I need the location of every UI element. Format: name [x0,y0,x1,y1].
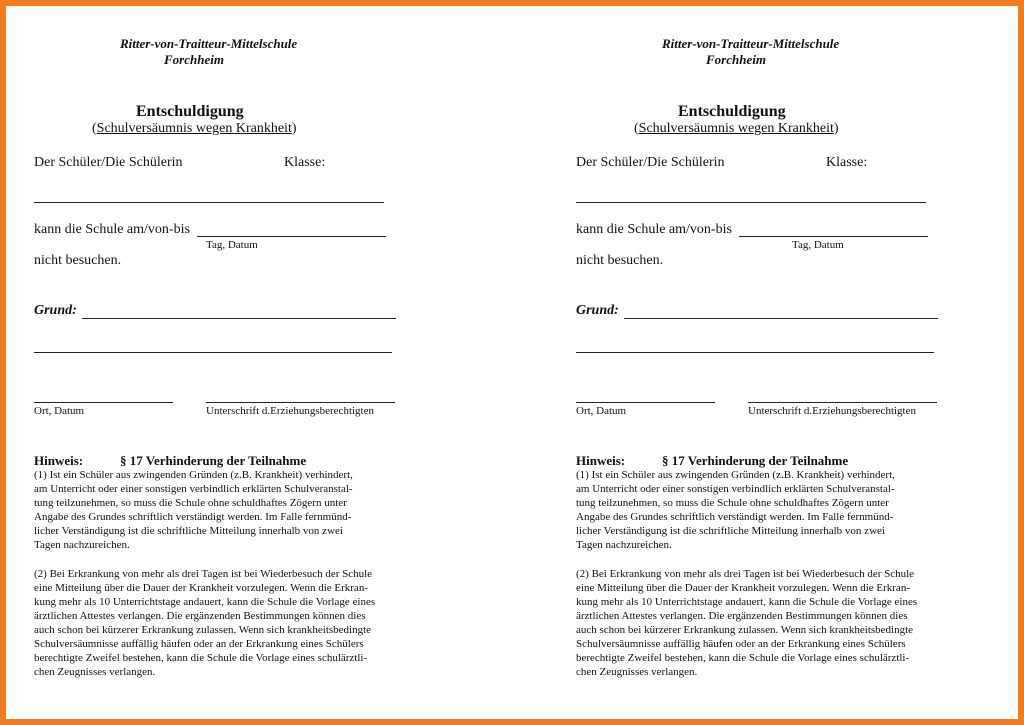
subtitle-text: Schulversäumnis wegen Krankheit [96,121,292,136]
reason-line-2[interactable] [34,352,392,353]
date-hint: Tag, Datum [792,239,844,251]
place-date-label: Ort, Datum [34,405,85,417]
date-hint: Tag, Datum [206,239,258,251]
signature-line[interactable] [206,402,395,403]
signature-label: Unterschrift d.Erziehungsberechtigten [748,405,916,417]
subtitle-text: Schulversäumnis wegen Krankheit [638,121,834,136]
subtitle-open: ( [92,121,97,136]
student-name-line[interactable] [576,202,926,203]
school-name: Ritter-von-Traitteur-Mittelschule [120,36,298,51]
signature-label: Unterschrift d.Erziehungsberechtigten [206,405,374,417]
hint-paragraph-2: (2) Bei Erkrankung von mehr als drei Tagen ist bei Wiederbesuch der Schule eine Mitteilung über die Dauer der Krankheit vorzulegen. Wenn die Erkran- kung mehr als 10 Unterrichtstage andauert, kann die Schule die Vorlage eines ärztlichen Attestes verlangen. Die ergänzenden Bestimmungen können dies auch schon bei kürzerer Erkrankung zulassen. Wenn sich krankheitsbedingte Schulversäumnisse auffällig häufen oder an der Erkrankung eines Schülers berechtigte Zweifel bestehen, kann die Schule die Vorlage eines schulärztli- chen Zeugnisses verlangen. [34,568,376,678]
hint-section: § 17 Verhinderung der Teilnahme [662,453,849,468]
excuse-form-left [34,0,474,725]
subtitle-open: ( [634,121,639,136]
date-line[interactable] [739,236,928,237]
reason-line-1[interactable] [624,318,938,319]
subtitle-close: ) [833,121,839,136]
reason-line-1[interactable] [82,318,396,319]
reason-label: Grund: [34,303,77,318]
form-subtitle [634,121,839,137]
hint-label: Hinweis: [34,453,84,468]
absent-label: kann die Schule am/von-bis [34,222,190,237]
not-attend-text: nicht besuchen. [34,253,122,268]
form-subtitle [92,121,297,137]
reason-line-2[interactable] [576,352,934,353]
absent-label: kann die Schule am/von-bis [576,222,732,237]
form-title: Entschuldigung [678,103,786,120]
hint-paragraph-1: (1) Ist ein Schüler aus zwingenden Gründen (z.B. Krankheit) verhindert, am Unterricht oder einer sonstigen verbindlich erklärten Schulveranstal- tung teilzunehmen, so muss die Schule ohne schuldhaftes Zögern unter Angabe des Grundes schriftlich verständigt werden. Im Falle fernmünd- licher Verständigung ist die schriftliche Mitteilung innerhalb von zwei Tagen nachzureichen. [34,469,353,551]
hint-section: § 17 Verhinderung der Teilnahme [120,453,307,468]
excuse-form-right [576,0,1016,725]
date-line[interactable] [197,236,386,237]
place-date-label: Ort, Datum [576,405,627,417]
school-city: Forchheim [706,52,766,67]
hint-label: Hinweis: [576,453,626,468]
not-attend-text: nicht besuchen. [576,253,664,268]
class-label: Klasse: [826,155,868,170]
subtitle-close: ) [291,121,297,136]
student-name-line[interactable] [34,202,384,203]
school-name: Ritter-von-Traitteur-Mittelschule [662,36,840,51]
signature-line[interactable] [748,402,937,403]
form-title: Entschuldigung [136,103,244,120]
school-city: Forchheim [164,52,224,67]
reason-label: Grund: [576,303,619,318]
place-date-line[interactable] [576,402,715,403]
student-label: Der Schüler/Die Schülerin [576,155,725,170]
class-label: Klasse: [284,155,326,170]
hint-paragraph-1: (1) Ist ein Schüler aus zwingenden Gründen (z.B. Krankheit) verhindert, am Unterricht oder einer sonstigen verbindlich erklärten Schulveranstal- tung teilzunehmen, so muss die Schule ohne schuldhaftes Zögern unter Angabe des Grundes schriftlich verständigt werden. Im Falle fernmünd- licher Verständigung ist die schriftliche Mitteilung innerhalb von zwei Tagen nachzureichen. [576,469,895,551]
place-date-line[interactable] [34,402,173,403]
student-label: Der Schüler/Die Schülerin [34,155,183,170]
hint-paragraph-2: (2) Bei Erkrankung von mehr als drei Tagen ist bei Wiederbesuch der Schule eine Mitteilung über die Dauer der Krankheit vorzulegen. Wenn die Erkran- kung mehr als 10 Unterrichtstage andauert, kann die Schule die Vorlage eines ärztlichen Attestes verlangen. Die ergänzenden Bestimmungen können dies auch schon bei kürzerer Erkrankung zulassen. Wenn sich krankheitsbedingte Schulversäumnisse auffällig häufen oder an der Erkrankung eines Schülers berechtigte Zweifel bestehen, kann die Schule die Vorlage eines schulärztli- chen Zeugnisses verlangen. [576,568,918,678]
